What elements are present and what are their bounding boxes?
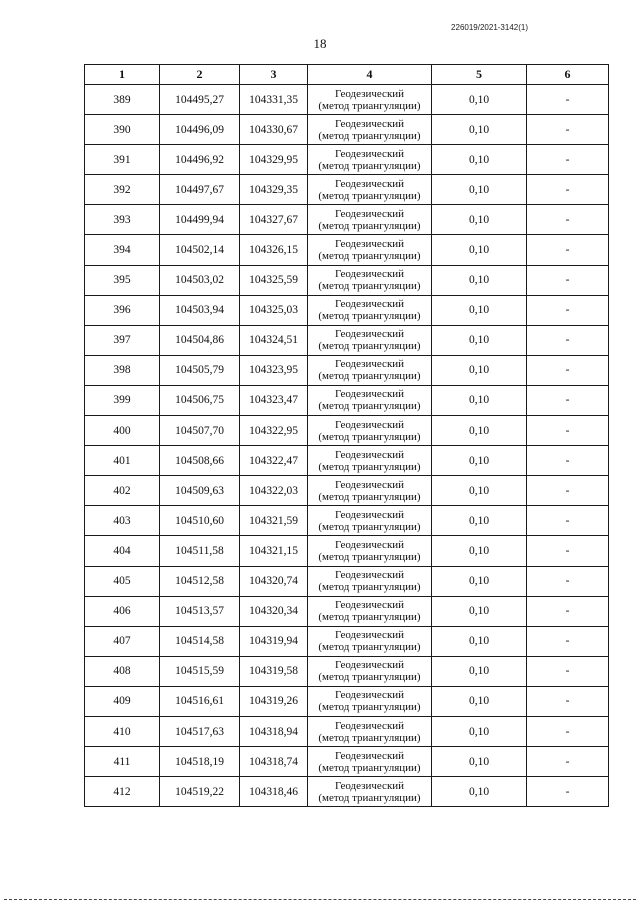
note-cell: - [527,566,609,596]
method-cell [308,566,432,596]
table-row [85,446,609,476]
table-row [85,476,609,506]
table-row [85,205,609,235]
accuracy-cell: 0,10 [432,747,527,777]
note-cell: - [527,235,609,265]
x-coordinate-cell: 104515,59 [160,656,240,686]
method-cell [308,265,432,295]
accuracy-cell: 0,10 [432,416,527,446]
method-cell [308,476,432,506]
column-header: 2 [160,65,240,85]
method-line-2: (метод триангуляции) [318,129,421,142]
table-row [85,506,609,536]
y-coordinate-cell: 104319,94 [240,626,308,656]
method-line-1: Геодезический [334,117,405,130]
method-line-2: (метод триангуляции) [318,189,421,202]
table-row [85,777,609,807]
note-cell: - [527,325,609,355]
method-line-1: Геодезический [334,689,405,702]
method-line-2: (метод триангуляции) [318,250,421,263]
bottom-divider [4,899,636,900]
y-coordinate-cell: 104331,35 [240,85,308,115]
table-row [85,115,609,145]
method-cell [308,777,432,807]
x-coordinate-cell: 104506,75 [160,385,240,415]
method-line-1: Геодезический [334,238,405,251]
note-cell: - [527,476,609,506]
point-number-cell: 398 [85,355,160,385]
method-line-2: (метод триангуляции) [318,400,421,413]
method-line-1: Геодезический [334,177,405,190]
point-number-cell: 408 [85,656,160,686]
table-row [85,656,609,686]
column-header: 3 [240,65,308,85]
method-line-1: Геодезический [334,599,405,612]
note-cell: - [527,747,609,777]
x-coordinate-cell: 104517,63 [160,716,240,746]
point-number-cell: 394 [85,235,160,265]
x-coordinate-cell: 104516,61 [160,686,240,716]
x-coordinate-cell: 104499,94 [160,205,240,235]
note-cell: - [527,145,609,175]
point-number-cell: 395 [85,265,160,295]
accuracy-cell: 0,10 [432,115,527,145]
note-cell: - [527,777,609,807]
method-line-1: Геодезический [334,659,405,672]
method-line-2: (метод триангуляции) [318,219,421,232]
note-cell: - [527,205,609,235]
x-coordinate-cell: 104505,79 [160,355,240,385]
method-line-2: (метод триангуляции) [318,370,421,383]
method-line-2: (метод триангуляции) [318,520,421,533]
y-coordinate-cell: 104319,26 [240,686,308,716]
note-cell: - [527,596,609,626]
x-coordinate-cell: 104512,58 [160,566,240,596]
note-cell: - [527,175,609,205]
point-number-cell: 403 [85,506,160,536]
note-cell: - [527,686,609,716]
table-row [85,686,609,716]
x-coordinate-cell: 104496,09 [160,115,240,145]
x-coordinate-cell: 104507,70 [160,416,240,446]
method-cell [308,115,432,145]
point-number-cell: 401 [85,446,160,476]
y-coordinate-cell: 104326,15 [240,235,308,265]
point-number-cell: 402 [85,476,160,506]
table-row [85,596,609,626]
accuracy-cell: 0,10 [432,626,527,656]
table-row [85,85,609,115]
method-line-1: Геодезический [334,358,405,371]
table-row [85,325,609,355]
point-number-cell: 412 [85,777,160,807]
point-number-cell: 407 [85,626,160,656]
method-line-2: (метод триангуляции) [318,550,421,563]
x-coordinate-cell: 104514,58 [160,626,240,656]
method-line-1: Геодезический [334,298,405,311]
method-line-1: Геодезический [334,719,405,732]
point-number-cell: 389 [85,85,160,115]
page-number: 18 [313,36,327,51]
method-line-2: (метод триангуляции) [318,159,421,172]
method-line-1: Геодезический [334,629,405,642]
accuracy-cell: 0,10 [432,536,527,566]
accuracy-cell: 0,10 [432,385,527,415]
point-number-cell: 400 [85,416,160,446]
method-cell [308,85,432,115]
point-number-cell: 390 [85,115,160,145]
y-coordinate-cell: 104321,59 [240,506,308,536]
method-cell [308,355,432,385]
method-line-2: (метод триангуляции) [318,791,421,804]
table-row [85,145,609,175]
column-header: 1 [85,65,160,85]
y-coordinate-cell: 104320,34 [240,596,308,626]
method-line-1: Геодезический [334,749,405,762]
x-coordinate-cell: 104502,14 [160,235,240,265]
method-line-1: Геодезический [334,418,405,431]
point-number-cell: 409 [85,686,160,716]
method-cell [308,686,432,716]
x-coordinate-cell: 104518,19 [160,747,240,777]
method-cell [308,626,432,656]
accuracy-cell: 0,10 [432,716,527,746]
method-line-2: (метод триангуляции) [318,340,421,353]
point-number-cell: 393 [85,205,160,235]
method-line-1: Геодезический [334,388,405,401]
table-row [85,265,609,295]
y-coordinate-cell: 104322,47 [240,446,308,476]
accuracy-cell: 0,10 [432,355,527,385]
method-cell [308,596,432,626]
y-coordinate-cell: 104322,03 [240,476,308,506]
accuracy-cell: 0,10 [432,295,527,325]
y-coordinate-cell: 104327,67 [240,205,308,235]
method-cell [308,205,432,235]
point-number-cell: 404 [85,536,160,566]
accuracy-cell: 0,10 [432,446,527,476]
note-cell: - [527,506,609,536]
x-coordinate-cell: 104504,86 [160,325,240,355]
method-cell [308,295,432,325]
x-coordinate-cell: 104495,27 [160,85,240,115]
table-row [85,536,609,566]
method-line-2: (метод триангуляции) [318,460,421,473]
y-coordinate-cell: 104325,59 [240,265,308,295]
accuracy-cell: 0,10 [432,145,527,175]
accuracy-cell: 0,10 [432,566,527,596]
y-coordinate-cell: 104325,03 [240,295,308,325]
accuracy-cell: 0,10 [432,235,527,265]
note-cell: - [527,626,609,656]
method-line-2: (метод триангуляции) [318,611,421,624]
method-line-1: Геодезический [334,87,405,100]
y-coordinate-cell: 104321,15 [240,536,308,566]
accuracy-cell: 0,10 [432,476,527,506]
method-cell [308,656,432,686]
y-coordinate-cell: 104320,74 [240,566,308,596]
x-coordinate-cell: 104511,58 [160,536,240,566]
method-line-1: Геодезический [334,147,405,160]
y-coordinate-cell: 104330,67 [240,115,308,145]
note-cell: - [527,115,609,145]
method-line-1: Геодезический [334,779,405,792]
table-row [85,235,609,265]
x-coordinate-cell: 104503,94 [160,295,240,325]
method-cell [308,235,432,265]
note-cell: - [527,265,609,295]
column-header: 4 [308,65,432,85]
method-line-2: (метод триангуляции) [318,731,421,744]
accuracy-cell: 0,10 [432,777,527,807]
y-coordinate-cell: 104329,35 [240,175,308,205]
x-coordinate-cell: 104503,02 [160,265,240,295]
method-line-2: (метод триангуляции) [318,581,421,594]
x-coordinate-cell: 104510,60 [160,506,240,536]
method-line-2: (метод триангуляции) [318,701,421,714]
method-line-1: Геодезический [334,538,405,551]
accuracy-cell: 0,10 [432,325,527,355]
method-cell [308,175,432,205]
note-cell: - [527,295,609,325]
point-number-cell: 406 [85,596,160,626]
x-coordinate-cell: 104497,67 [160,175,240,205]
note-cell: - [527,385,609,415]
table-row [85,416,609,446]
table-header-row [85,65,609,85]
method-line-1: Геодезический [334,268,405,281]
x-coordinate-cell: 104509,63 [160,476,240,506]
accuracy-cell: 0,10 [432,686,527,716]
method-line-2: (метод триангуляции) [318,99,421,112]
method-cell [308,145,432,175]
method-line-1: Геодезический [334,448,405,461]
accuracy-cell: 0,10 [432,175,527,205]
method-line-1: Геодезический [334,328,405,341]
method-line-2: (метод триангуляции) [318,430,421,443]
note-cell: - [527,416,609,446]
method-cell [308,385,432,415]
method-line-1: Геодезический [334,478,405,491]
note-cell: - [527,355,609,385]
point-number-cell: 391 [85,145,160,175]
document-id: 226019/2021-3142(1) [451,23,528,32]
x-coordinate-cell: 104508,66 [160,446,240,476]
table-row [85,385,609,415]
method-line-2: (метод триангуляции) [318,310,421,323]
point-number-cell: 410 [85,716,160,746]
method-line-2: (метод триангуляции) [318,490,421,503]
accuracy-cell: 0,10 [432,265,527,295]
note-cell: - [527,446,609,476]
table-row [85,747,609,777]
coordinates-table [84,64,609,807]
method-cell [308,536,432,566]
y-coordinate-cell: 104319,58 [240,656,308,686]
accuracy-cell: 0,10 [432,596,527,626]
table-row [85,626,609,656]
method-line-1: Геодезический [334,207,405,220]
method-line-2: (метод триангуляции) [318,280,421,293]
point-number-cell: 399 [85,385,160,415]
table-row [85,355,609,385]
note-cell: - [527,656,609,686]
y-coordinate-cell: 104322,95 [240,416,308,446]
method-cell [308,416,432,446]
y-coordinate-cell: 104318,46 [240,777,308,807]
column-header: 6 [527,65,609,85]
accuracy-cell: 0,10 [432,656,527,686]
y-coordinate-cell: 104324,51 [240,325,308,355]
x-coordinate-cell: 104519,22 [160,777,240,807]
table-row [85,566,609,596]
method-line-2: (метод триангуляции) [318,641,421,654]
note-cell: - [527,716,609,746]
method-cell [308,716,432,746]
y-coordinate-cell: 104329,95 [240,145,308,175]
accuracy-cell: 0,10 [432,506,527,536]
method-cell [308,506,432,536]
point-number-cell: 411 [85,747,160,777]
y-coordinate-cell: 104318,74 [240,747,308,777]
method-cell [308,747,432,777]
y-coordinate-cell: 104318,94 [240,716,308,746]
table-row [85,295,609,325]
accuracy-cell: 0,10 [432,85,527,115]
note-cell: - [527,85,609,115]
method-line-1: Геодезический [334,508,405,521]
x-coordinate-cell: 104496,92 [160,145,240,175]
table-row [85,175,609,205]
y-coordinate-cell: 104323,47 [240,385,308,415]
table-row [85,716,609,746]
point-number-cell: 397 [85,325,160,355]
y-coordinate-cell: 104323,95 [240,355,308,385]
accuracy-cell: 0,10 [432,205,527,235]
note-cell: - [527,536,609,566]
method-cell [308,325,432,355]
method-cell [308,446,432,476]
x-coordinate-cell: 104513,57 [160,596,240,626]
point-number-cell: 396 [85,295,160,325]
method-line-1: Геодезический [334,569,405,582]
point-number-cell: 392 [85,175,160,205]
method-line-2: (метод триангуляции) [318,671,421,684]
column-header: 5 [432,65,527,85]
point-number-cell: 405 [85,566,160,596]
method-line-2: (метод триангуляции) [318,761,421,774]
